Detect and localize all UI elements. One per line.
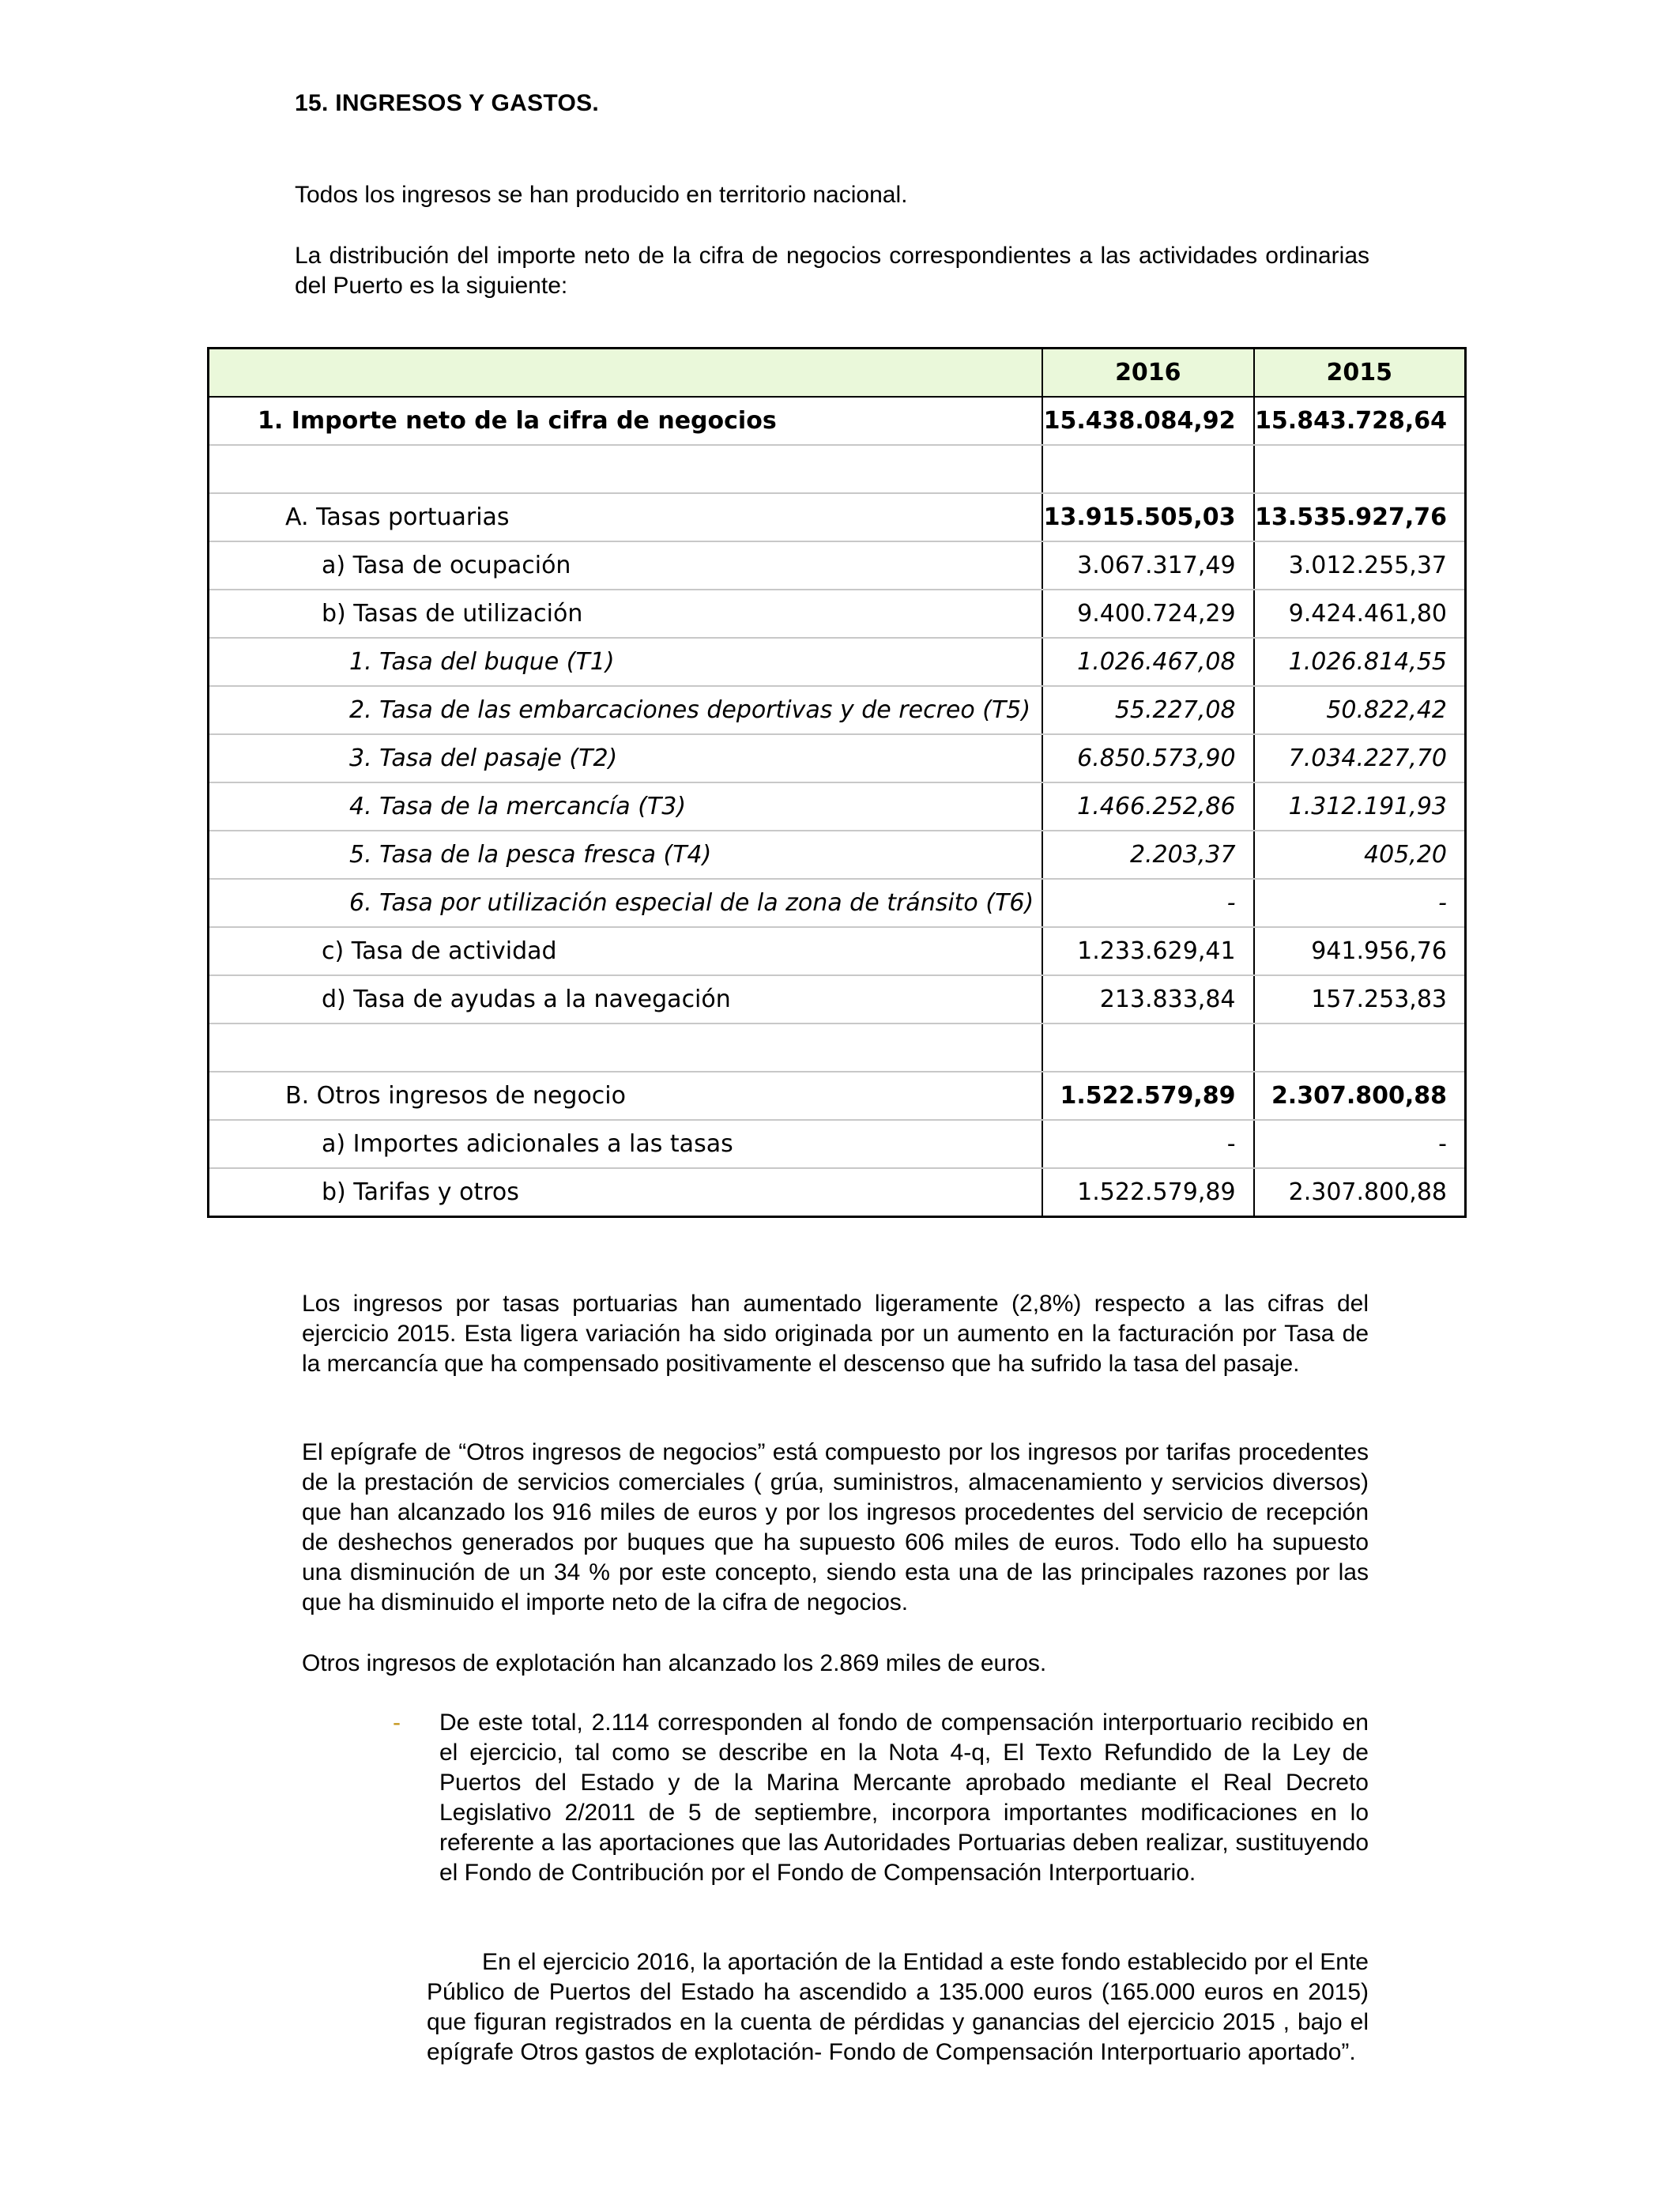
value-2015: -: [1254, 1120, 1466, 1168]
value-2016: 3.067.317,49: [1042, 541, 1253, 590]
value-2015: 13.535.927,76: [1254, 493, 1466, 541]
table-row: [209, 638, 1466, 686]
value-2015: [1254, 445, 1466, 493]
row-label: 6. Tasa por utilización especial de la zona de tránsito (T6): [209, 879, 1043, 927]
header-label-cell: [209, 349, 1043, 398]
row-label: d) Tasa de ayudas a la navegación: [209, 975, 1043, 1023]
paragraph-otros-ingresos: El epígrafe de “Otros ingresos de negocios” está compuesto por los ingresos por tarifas procedentes de la prestación de servicios comerciales ( grúa, suministros, almacenamiento y servicios diversos) que han alcanzado los 916 miles de euros y por los ingresos procedentes del servicio de recepción de deshechos generados por buques que ha supuesto 606 miles de euros. Todo ello ha supuesto una disminución de un 34 % por este concepto, siendo esta una de las principales razones por las que ha disminuido el importe neto de la cifra de negocios.: [302, 1439, 1369, 1615]
row-label: a) Tasa de ocupación: [209, 541, 1043, 590]
value-2015: 2.307.800,88: [1254, 1072, 1466, 1120]
value-2015: 405,20: [1254, 831, 1466, 879]
paragraph-explotacion: Otros ingresos de explotación han alcanzado los 2.869 miles de euros.: [302, 1650, 1047, 1676]
value-2016: -: [1042, 1120, 1253, 1168]
value-2016: 1.466.252,86: [1042, 782, 1253, 831]
intro-paragraph-1: Todos los ingresos se han producido en territorio nacional.: [295, 182, 908, 208]
table-row: [209, 782, 1466, 831]
value-2015: 9.424.461,80: [1254, 590, 1466, 638]
value-2015: 1.312.191,93: [1254, 782, 1466, 831]
value-2015: 2.307.800,88: [1254, 1168, 1466, 1217]
table-row: [209, 445, 1466, 493]
table-row: [209, 1023, 1466, 1072]
value-2016: [1042, 445, 1253, 493]
table-row: [209, 927, 1466, 975]
row-label: 1. Importe neto de la cifra de negocios: [209, 397, 1043, 445]
row-label: b) Tarifas y otros: [322, 1178, 519, 1206]
value-2015: 7.034.227,70: [1254, 734, 1466, 782]
value-2015: -: [1254, 879, 1466, 927]
value-2016: 13.915.505,03: [1042, 493, 1253, 541]
table-row: [209, 1168, 1466, 1217]
table-row: [209, 397, 1466, 445]
value-2015: 3.012.255,37: [1254, 541, 1466, 590]
row-label: c) Tasa de actividad: [209, 927, 1043, 975]
row-label: 1. Tasa del buque (T1): [209, 638, 1043, 686]
table-row: [209, 1120, 1466, 1168]
table-row: [209, 831, 1466, 879]
value-2016: 55.227,08: [1042, 686, 1253, 734]
intro-paragraph-2: La distribución del importe neto de la cifra de negocios correspondientes a las actividades ordinarias del Puerto es la siguiente:: [295, 243, 1369, 299]
value-2016: 1.522.579,89: [1042, 1072, 1253, 1120]
row-label: b) Tasas de utilización: [209, 590, 1043, 638]
section-title: 15. INGRESOS Y GASTOS.: [295, 90, 600, 116]
table-row: [209, 541, 1466, 590]
value-2016: [1042, 1023, 1253, 1072]
table-row: [209, 493, 1466, 541]
value-2016: 1.233.629,41: [1042, 927, 1253, 975]
table-row: [209, 590, 1466, 638]
paragraph-tasas: Los ingresos por tasas portuarias han aumentado ligeramente (2,8%) respecto a las cifras del ejercicio 2015. Esta ligera variación ha sido originada por un aumento en la facturación por Tasa de la mercancía que ha compensado positivamente el descenso que ha sufrido la tasa del pasaje.: [302, 1291, 1369, 1377]
row-label: 3. Tasa del pasaje (T2): [209, 734, 1043, 782]
table-row: [209, 879, 1466, 927]
value-2016: 2.203,37: [1042, 831, 1253, 879]
row-label: 4. Tasa de la mercancía (T3): [209, 782, 1043, 831]
header-year-2015: 2015: [1254, 349, 1466, 398]
table-row: [209, 686, 1466, 734]
row-label: 2. Tasa de las embarcaciones deportivas y de recreo (T5): [209, 686, 1043, 734]
value-2016: 6.850.573,90: [1042, 734, 1253, 782]
value-2015: 15.843.728,64: [1254, 397, 1466, 445]
paragraph-aportacion: En el ejercicio 2016, la aportación de la Entidad a este fondo establecido por el Ente Público de Puertos del Estado ha ascendido a 135.000 euros (165.000 euros en 2015) que figuran registrados en la cuenta de pérdidas y ganancias del ejercicio 2015 , bajo el epígrafe Otros gastos de explotación- Fondo de Compensación Interportuario aportado”.: [427, 1949, 1369, 2065]
header-year-2016: 2016: [1042, 349, 1253, 398]
value-2015: 50.822,42: [1254, 686, 1466, 734]
value-2016: 15.438.084,92: [1042, 397, 1253, 445]
value-2016: 1.026.467,08: [1042, 638, 1253, 686]
value-2015: [1254, 1023, 1466, 1072]
value-2015: 1.026.814,55: [1254, 638, 1466, 686]
value-2016: 213.833,84: [1042, 975, 1253, 1023]
value-2016: 1.522.579,89: [1042, 1168, 1253, 1217]
value-2015: 157.253,83: [1254, 975, 1466, 1023]
row-label: 5. Tasa de la pesca fresca (T4): [209, 831, 1043, 879]
row-label: [209, 445, 1043, 493]
row-label: B. Otros ingresos de negocio: [209, 1072, 1043, 1120]
value-2016: 9.400.724,29: [1042, 590, 1253, 638]
table-row: [209, 975, 1466, 1023]
table-row: [209, 734, 1466, 782]
bullet-paragraph: De este total, 2.114 corresponden al fondo de compensación interportuario recibido en el ejercicio, tal como se describe en la Nota 4-q, El Texto Refundido de la Ley de Puertos del Estado y de la Marina Mercante aprobado mediante el Real Decreto Legislativo 2/2011 de 5 de septiembre, incorpora importantes modificaciones en lo referente a las aportaciones que las Autoridades Portuarias deben realizar, sustituyendo el Fondo de Contribución por el Fondo de Compensación Interportuario.: [439, 1710, 1369, 1886]
value-2016: -: [1042, 879, 1253, 927]
row-label: [209, 1023, 1043, 1072]
value-2015: 941.956,76: [1254, 927, 1466, 975]
revenue-table: [207, 347, 1467, 1218]
row-label: A. Tasas portuarias: [209, 493, 1043, 541]
row-label: a) Importes adicionales a las tasas: [209, 1120, 1043, 1168]
table-row: [209, 1072, 1466, 1120]
bullet-dash: -: [393, 1710, 401, 1736]
table-header-row: [209, 349, 1466, 398]
